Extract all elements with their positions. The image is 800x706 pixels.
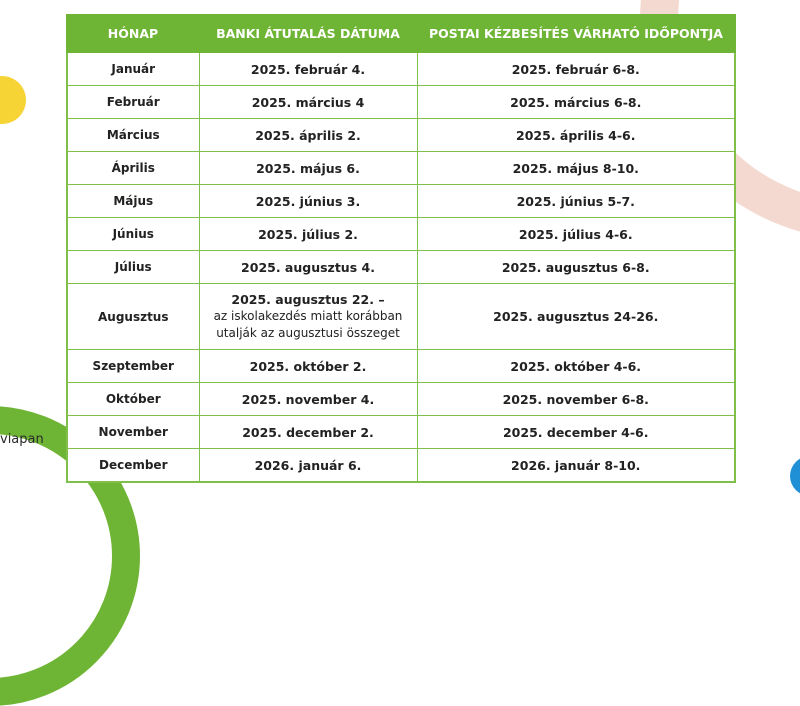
blue-circle-decoration xyxy=(790,456,800,496)
bank-transfer-cell: 2025. november 4. xyxy=(199,383,417,416)
header-month: HÓNAP xyxy=(67,15,199,52)
bank-transfer-cell: 2025. február 4. xyxy=(199,52,417,86)
bank-transfer-note: az iskolakezdés miatt korábban xyxy=(213,309,403,324)
table-row xyxy=(67,185,735,218)
bank-transfer-cell xyxy=(199,284,417,350)
postal-delivery-cell: 2026. január 8-10. xyxy=(417,449,735,483)
postal-delivery-cell: 2025. június 5-7. xyxy=(417,185,735,218)
table-row xyxy=(67,119,735,152)
header-row xyxy=(67,15,735,52)
bank-transfer-cell: 2025. december 2. xyxy=(199,416,417,449)
postal-delivery-cell: 2025. július 4-6. xyxy=(417,218,735,251)
bank-transfer-cell: 2025. május 6. xyxy=(199,152,417,185)
yellow-circle-decoration xyxy=(0,76,26,124)
month-cell: Május xyxy=(67,185,199,218)
month-cell: Március xyxy=(67,119,199,152)
month-cell: Szeptember xyxy=(67,350,199,383)
table-row xyxy=(67,52,735,86)
bank-transfer-date: 2025. augusztus 22. – xyxy=(231,291,385,307)
postal-delivery-cell: 2025. március 6-8. xyxy=(417,86,735,119)
postal-delivery-cell: 2025. augusztus 6-8. xyxy=(417,251,735,284)
bank-transfer-cell: 2025. október 2. xyxy=(199,350,417,383)
table-row xyxy=(67,218,735,251)
month-cell: Július xyxy=(67,251,199,284)
table-row xyxy=(67,284,735,350)
month-cell: Február xyxy=(67,86,199,119)
bank-transfer-note: utalják az augusztusi összeget xyxy=(216,326,400,341)
bank-transfer-cell: 2025. június 3. xyxy=(199,185,417,218)
month-cell: Április xyxy=(67,152,199,185)
postal-delivery-cell: 2025. december 4-6. xyxy=(417,416,735,449)
bank-transfer-cell: 2025. április 2. xyxy=(199,119,417,152)
table-row xyxy=(67,86,735,119)
table-row xyxy=(67,449,735,483)
table-row xyxy=(67,350,735,383)
month-cell: Október xyxy=(67,383,199,416)
table-header xyxy=(67,15,735,52)
month-cell: Augusztus xyxy=(67,284,199,350)
corner-logo-text: viapan xyxy=(0,432,44,447)
postal-delivery-cell: 2025. október 4-6. xyxy=(417,350,735,383)
month-cell: Június xyxy=(67,218,199,251)
table-row xyxy=(67,152,735,185)
header-bank-transfer: BANKI ÁTUTALÁS DÁTUMA xyxy=(199,15,417,52)
postal-delivery-cell: 2025. augusztus 24-26. xyxy=(417,284,735,350)
table-body xyxy=(67,52,735,482)
bank-transfer-cell: 2025. augusztus 4. xyxy=(199,251,417,284)
header-postal-delivery: POSTAI KÉZBESÍTÉS VÁRHATÓ IDŐPONTJA xyxy=(417,15,735,52)
payment-schedule-table xyxy=(66,14,736,483)
postal-delivery-cell: 2025. május 8-10. xyxy=(417,152,735,185)
month-cell: December xyxy=(67,449,199,483)
month-cell: November xyxy=(67,416,199,449)
postal-delivery-cell: 2025. február 6-8. xyxy=(417,52,735,86)
table-row xyxy=(67,383,735,416)
bank-transfer-cell: 2026. január 6. xyxy=(199,449,417,483)
bank-transfer-cell: 2025. július 2. xyxy=(199,218,417,251)
postal-delivery-cell: 2025. november 6-8. xyxy=(417,383,735,416)
bank-transfer-cell: 2025. március 4 xyxy=(199,86,417,119)
table-row xyxy=(67,416,735,449)
month-cell: Január xyxy=(67,52,199,86)
table-row xyxy=(67,251,735,284)
postal-delivery-cell: 2025. április 4-6. xyxy=(417,119,735,152)
